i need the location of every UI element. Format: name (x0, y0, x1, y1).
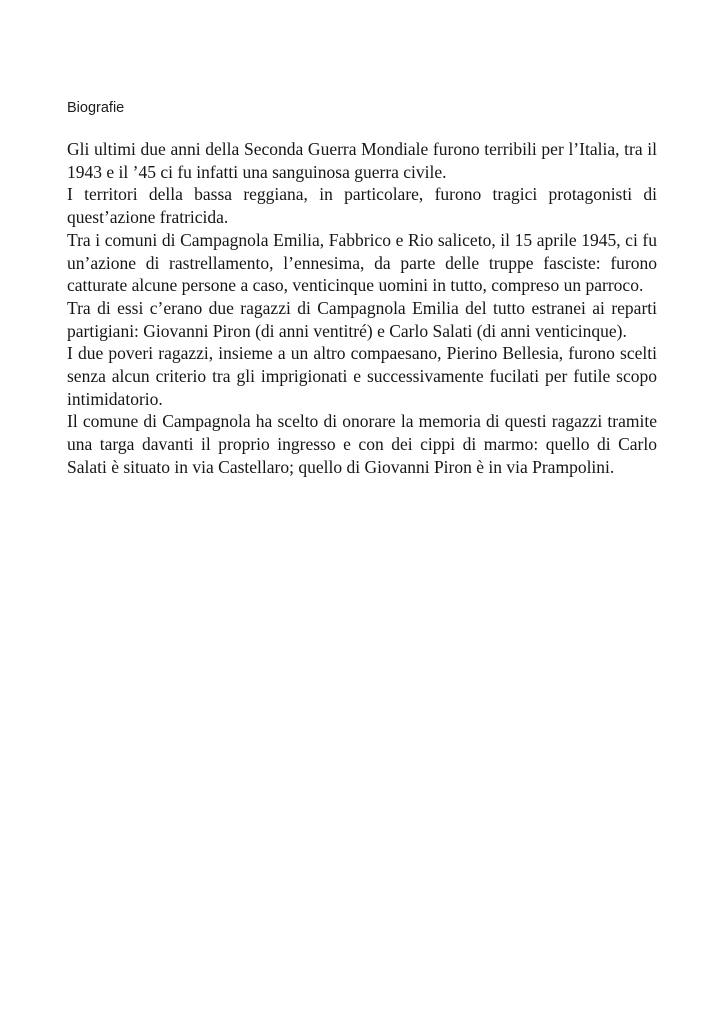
document-body (67, 138, 657, 479)
paragraph-6: Il comune di Campagnola ha scelto di onorare la memoria di questi ragazzi tramite una targa davanti il proprio ingresso e con dei cippi di marmo: quello di Carlo Salati è situato in via Castellaro; quello di Giovanni Piron è in via Prampolini. (67, 411, 657, 477)
document-content (67, 99, 657, 479)
paragraph-4: Tra di essi c’erano due ragazzi di Campagnola Emilia del tutto estranei ai reparti partigiani: Giovanni Piron (di anni ventitré) e Carlo Salati (di anni venticinque). (67, 297, 657, 341)
paragraph-3: Tra i comuni di Campagnola Emilia, Fabbrico e Rio saliceto, il 15 aprile 1945, ci fu un’azione di rastrellamento, l’ennesima, da parte delle truppe fasciste: furono catturate alcune persone a caso, venticinque uomini in tutto, compreso un parroco. (67, 229, 657, 296)
paragraph-1: Gli ultimi due anni della Seconda Guerra Mondiale furono terribili per l’Italia, tra il 1943 e il ’45 ci fu infatti una sanguinosa guerra civile. (67, 139, 657, 182)
page-heading: Biografie (67, 100, 125, 116)
paragraph-5: I due poveri ragazzi, insieme a un altro compaesano, Pierino Bellesia, furono scelti senza alcun criterio tra gli imprigionati e successivamente fucilati per futile scopo intimidatorio. (67, 343, 657, 409)
paragraph-2: I territori della bassa reggiana, in particolare, furono tragici protagonisti di quest’azione fratricida. (67, 184, 657, 228)
